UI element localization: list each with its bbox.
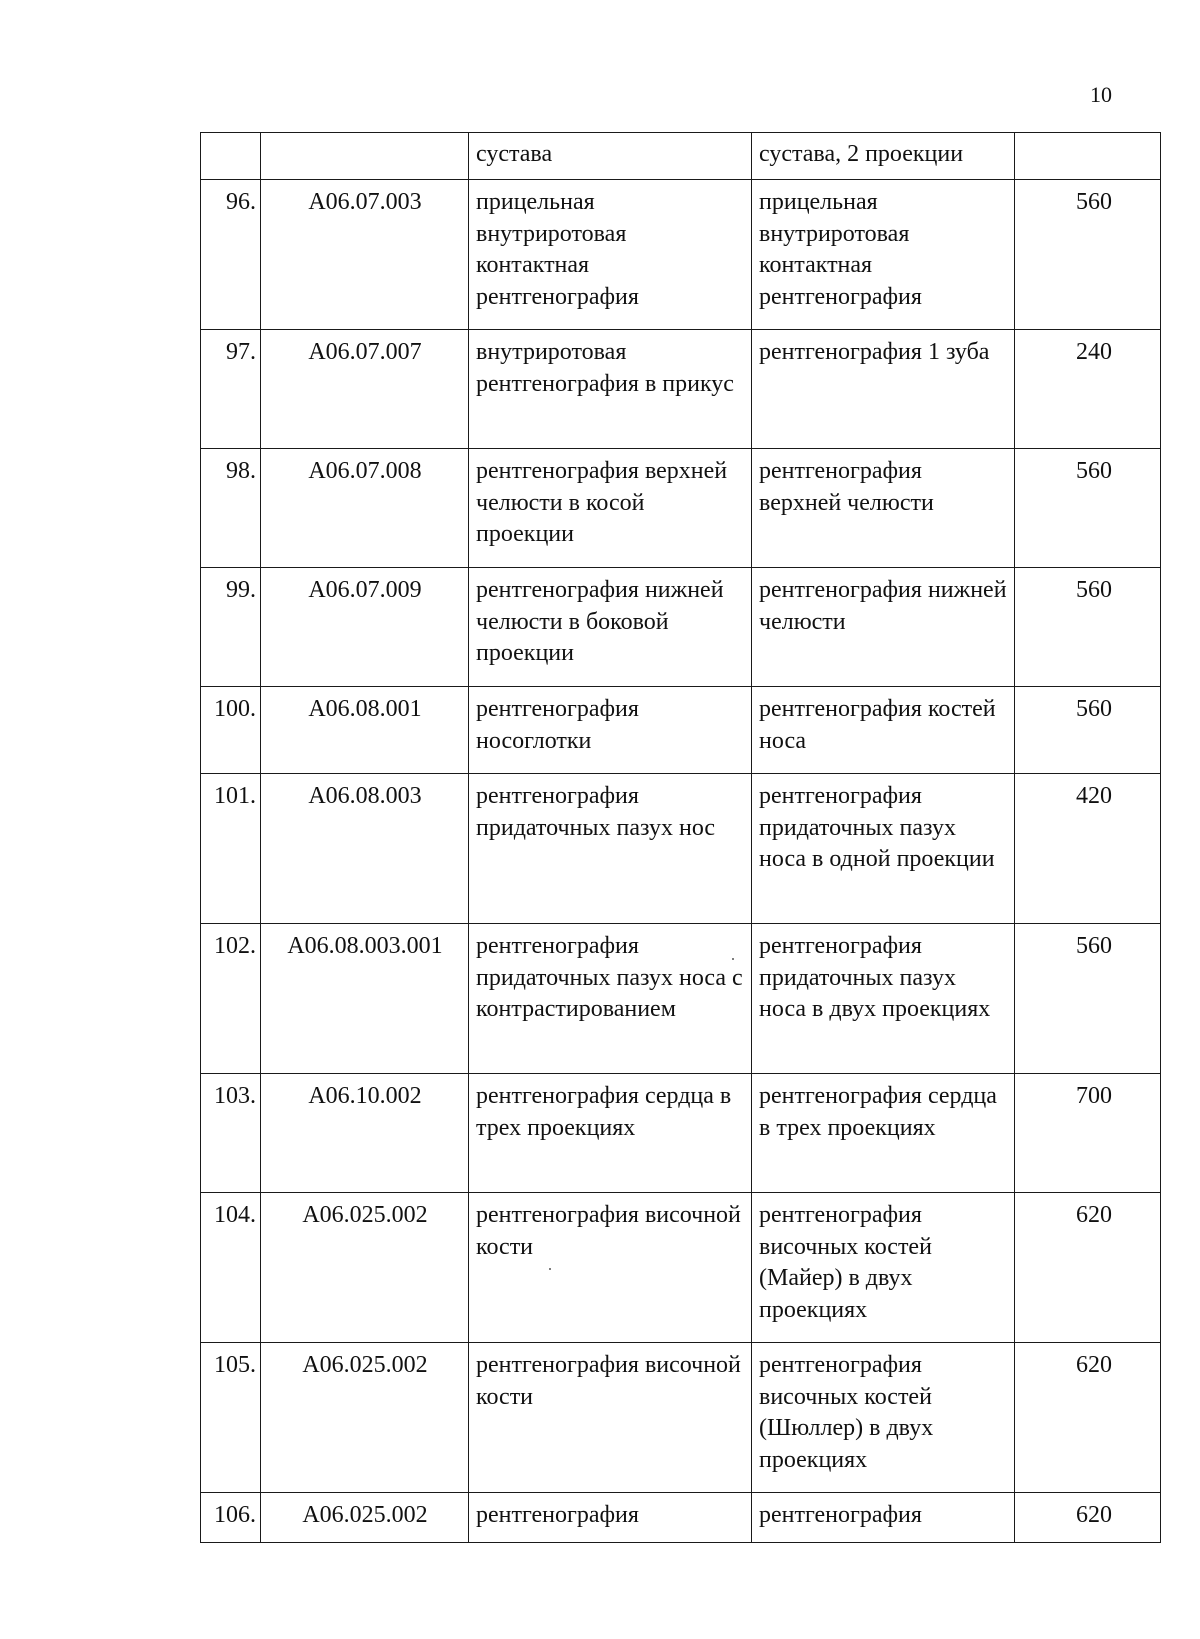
service-code-cell: A06.07.008 [261,449,469,568]
price-cell: 420 [1015,774,1161,924]
service-description-cell: рентгенография 1 зуба [752,330,1015,449]
service-name-cell: рентгенография верхней челюсти в косой проекции [469,449,752,568]
row-number-cell: 96. [201,180,261,330]
service-description-cell: рентгенография верхней челюсти [752,449,1015,568]
table-row [201,1193,1161,1343]
price-cell: 560 [1015,924,1161,1074]
service-description-cell: сустава, 2 проекции [752,133,1015,180]
price-cell: 700 [1015,1074,1161,1193]
price-cell: 620 [1015,1493,1161,1543]
service-name-cell: рентгенография придаточных пазух носа с контрастированием [469,924,752,1074]
service-code-cell: A06.08.003.001 [261,924,469,1074]
row-number-cell: 97. [201,330,261,449]
service-code-cell: A06.08.003 [261,774,469,924]
price-cell: 240 [1015,330,1161,449]
service-code-cell: A06.025.002 [261,1343,469,1493]
service-description-cell: рентгенография височных костей (Шюллер) в двух проекциях [752,1343,1015,1493]
service-description-cell: рентгенография височных костей (Майер) в двух проекциях [752,1193,1015,1343]
row-number-cell: 106. [201,1493,261,1543]
service-description-cell: рентгенография нижней челюсти [752,568,1015,687]
services-price-table [200,132,1161,1543]
service-description-cell: рентгенография сердца в трех проекциях [752,1074,1015,1193]
service-name-cell: рентгенография носоглотки [469,687,752,774]
row-number-cell: 104. [201,1193,261,1343]
table-row [201,180,1161,330]
table-row [201,1343,1161,1493]
table-row [201,1074,1161,1193]
service-name-cell: сустава [469,133,752,180]
price-cell: 560 [1015,449,1161,568]
service-name-cell: прицельная внутриротовая контактная рентгенография [469,180,752,330]
price-cell: 560 [1015,568,1161,687]
service-description-cell: рентгенография костей носа [752,687,1015,774]
table-row [201,774,1161,924]
service-description-cell: рентгенография [752,1493,1015,1543]
service-description-cell: рентгенография придаточных пазух носа в одной проекции [752,774,1015,924]
service-name-cell: рентгенография височной кости [469,1193,752,1343]
table-row [201,1493,1161,1543]
service-description-cell: рентгенография придаточных пазух носа в двух проекциях [752,924,1015,1074]
service-name-cell: рентгенография [469,1493,752,1543]
service-code-cell: A06.025.002 [261,1193,469,1343]
service-name-cell: внутриротовая рентгенография в прикус [469,330,752,449]
table-row [201,330,1161,449]
row-number-cell: 102. [201,924,261,1074]
scan-speck [732,958,734,960]
price-cell: 620 [1015,1343,1161,1493]
service-code-cell: A06.07.003 [261,180,469,330]
table-row [201,687,1161,774]
service-code-cell: A06.08.001 [261,687,469,774]
row-number-cell: 103. [201,1074,261,1193]
service-code-cell [261,133,469,180]
service-code-cell: A06.07.009 [261,568,469,687]
row-number-cell [201,133,261,180]
table-row [201,924,1161,1074]
row-number-cell: 98. [201,449,261,568]
service-description-cell: прицельная внутриротовая контактная рентгенография [752,180,1015,330]
row-number-cell: 105. [201,1343,261,1493]
service-code-cell: A06.025.002 [261,1493,469,1543]
row-number-cell: 99. [201,568,261,687]
service-name-cell: рентгенография придаточных пазух нос [469,774,752,924]
row-number-cell: 100. [201,687,261,774]
price-cell: 560 [1015,687,1161,774]
table-row-continuation [201,133,1161,180]
service-name-cell: рентгенография сердца в трех проекциях [469,1074,752,1193]
price-cell: 560 [1015,180,1161,330]
page-number: 10 [1090,82,1112,107]
price-cell [1015,133,1161,180]
scan-speck [549,1268,551,1270]
row-number-cell: 101. [201,774,261,924]
service-code-cell: A06.10.002 [261,1074,469,1193]
table-row [201,449,1161,568]
price-cell: 620 [1015,1193,1161,1343]
service-name-cell: рентгенография нижней челюсти в боковой проекции [469,568,752,687]
table-row [201,568,1161,687]
service-name-cell: рентгенография височной кости [469,1343,752,1493]
service-code-cell: A06.07.007 [261,330,469,449]
